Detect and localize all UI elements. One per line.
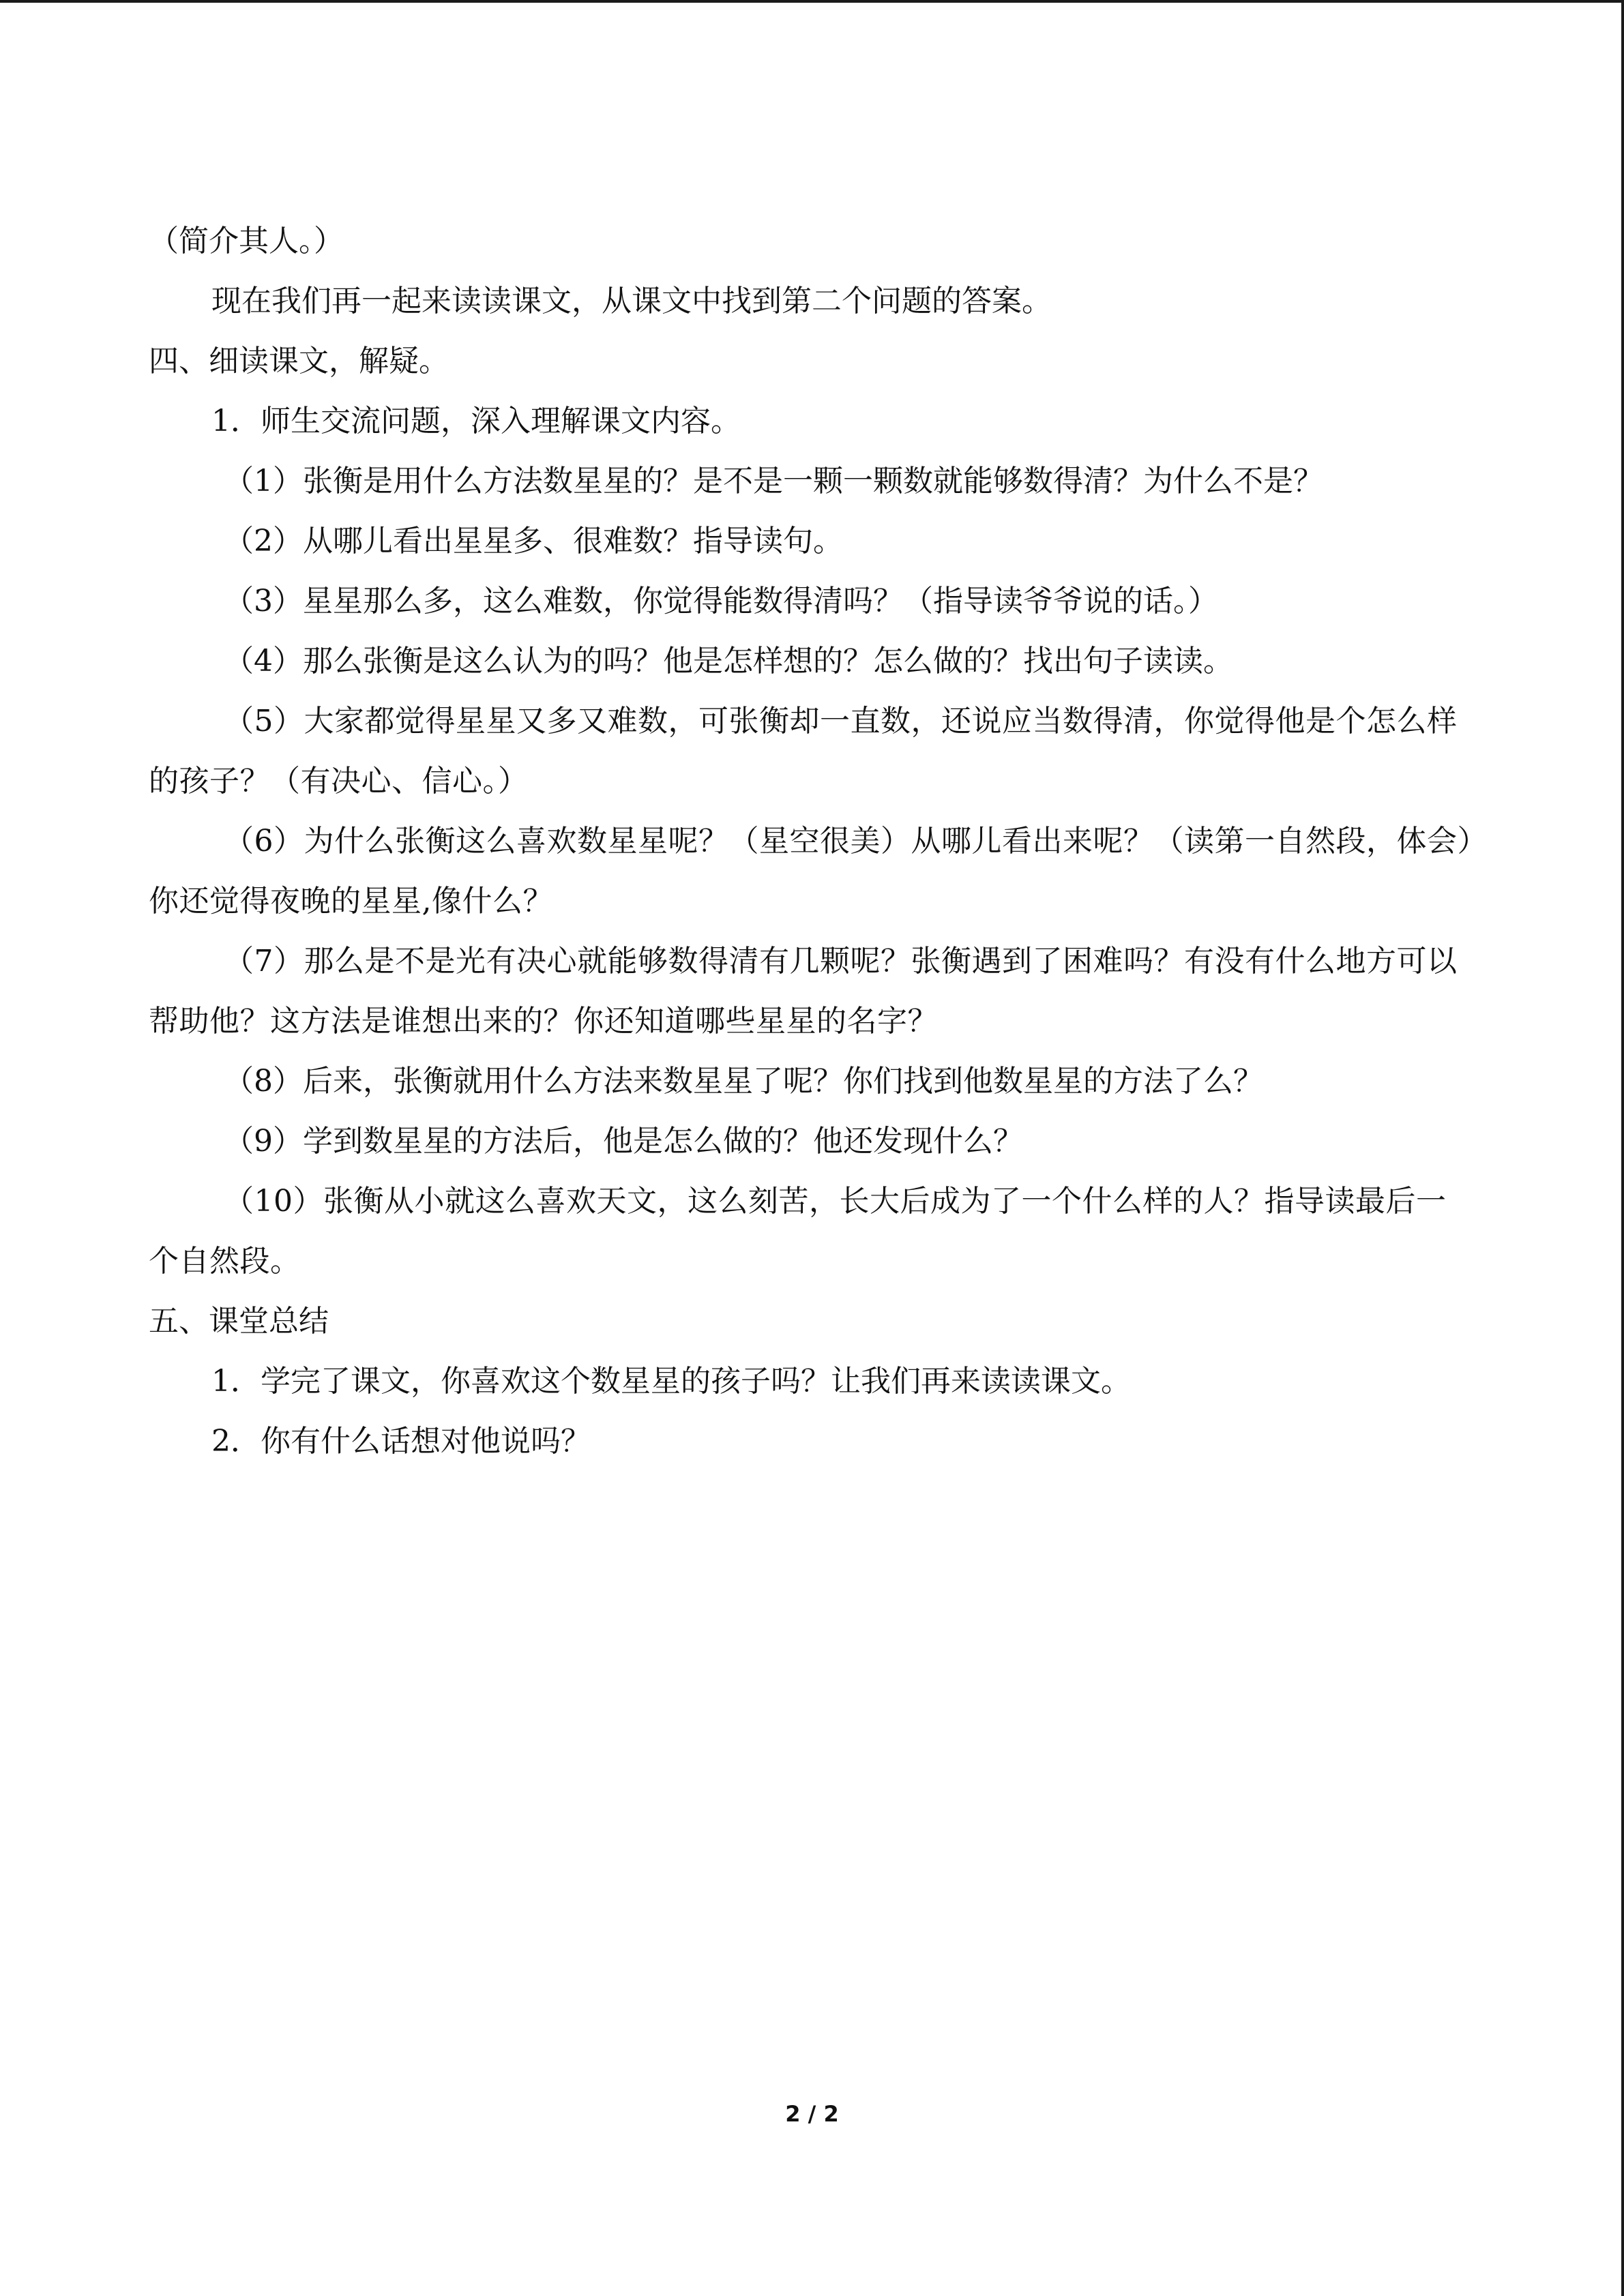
question-1: （1）张衡是用什么方法数星星的？是不是一颗一颗数就能够数得清？为什么不是？ [224,464,1323,498]
question-10: （10）张衡从小就这么喜欢天文，这么刻苦，长大后成为了一个什么样的人？指导读最后一个自然段。 [149,1184,1447,1279]
question-6: （6）为什么张衡这么喜欢数星星呢？（星空很美）从哪儿看出来呢？（读第一自然段，体会）你还觉得夜晚的星星,像什么？ [149,824,1473,919]
paragraph-intro-note: （简介其人。） [149,224,344,258]
section-heading-5: 五、课堂总结 [149,1304,329,1339]
page-number: 2 / 2 [785,2101,839,2127]
question-2: （2）从哪儿看出星星多、很难数？指导读句。 [224,524,843,558]
question-3: （3）星星那么多，这么难数，你觉得能数得清吗？（指导读爷爷说的话。） [224,584,1218,618]
question-5: （5）大家都觉得星星又多又难数，可张衡却一直数，还说应当数得清，你觉得他是个怎么样的孩子？（有决心、信心。） [149,704,1458,799]
list-item-5-2: 2．你有什么话想对他说吗？ [211,1424,591,1459]
question-7: （7）那么是不是光有决心就能够数得清有几颗呢？张衡遇到了困难吗？有没有什么地方可以帮助他？这方法是谁想出来的？你还知道哪些星星的名字？ [149,944,1458,1039]
paragraph-read-again: 现在我们再一起来读读课文，从课文中找到第二个问题的答案。 [211,284,1052,318]
list-item-5-1: 1．学完了课文，你喜欢这个数星星的孩子吗？让我们再来读读课文。 [211,1364,1131,1399]
page-border-top [0,0,1624,3]
question-4: （4）那么张衡是这么认为的吗？他是怎样想的？怎么做的？找出句子读读。 [224,644,1233,679]
question-9: （9）学到数星星的方法后，他是怎么做的？他还发现什么？ [224,1124,1023,1159]
section-heading-4: 四、细读课文，解疑。 [149,344,449,378]
document-body [149,211,1475,1472]
page-border-right [1621,0,1624,2296]
question-8: （8）后来，张衡就用什么方法来数星星了呢？你们找到他数星星的方法了么？ [224,1064,1263,1099]
list-item-4-1: 1．师生交流问题，深入理解课文内容。 [211,404,741,438]
